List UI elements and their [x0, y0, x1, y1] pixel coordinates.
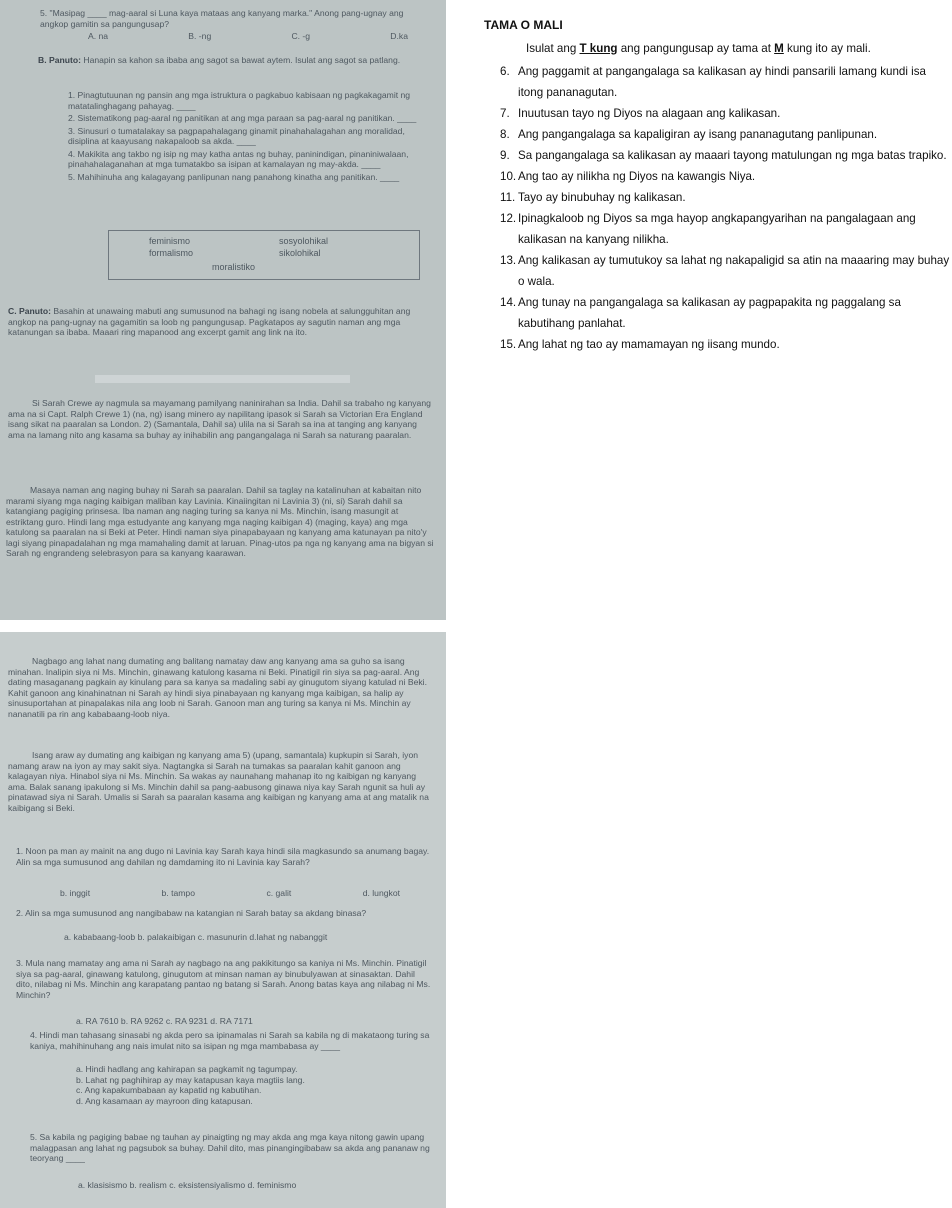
box-word: sosyolohikal	[279, 236, 329, 246]
partB-instruction	[38, 55, 428, 66]
choice: c. Ang kapakumbabaan ay kapatid ng kabutihan.	[76, 1085, 262, 1095]
partB-label: B. Panuto:	[38, 55, 81, 65]
item-text: Ang tunay na pangangalaga sa kalikasan ay pagpapakita ng paggalang sa kabutihang panlahat.	[518, 296, 901, 330]
question-3-choices: a. RA 7610 b. RA 9262 c. RA 9231 d. RA 7171	[76, 1016, 253, 1026]
instr-m	[774, 42, 784, 55]
worksheet-photo-bottom	[0, 632, 446, 1208]
box-word: moralistiko	[212, 262, 256, 272]
instr-t-text: T kung	[579, 42, 618, 55]
statement-item	[476, 208, 952, 250]
item-number: 12.	[500, 212, 517, 225]
question-5: 5. Sa kabila ng pagiging babae ng tauhan ay pinaigting ng may akda ang mga kaya nitong gawin upang malagpasan ang lahat ng pagsubok sa buhay. Dahil dito, mas pinangingibabaw sa akda ang pananaw ng teoryang ____	[30, 1132, 430, 1163]
partC-label: C. Panuto:	[8, 306, 51, 316]
partB-item: 3. Sinusuri o tumatalakay sa pagpapahalagang ginamit pinahahalagahan ang moralidad, disiplina at kaayusang nakapaloob sa akda. ____	[68, 125, 405, 146]
word-box	[108, 230, 420, 280]
choice: b. Lahat ng paghihirap ay may katapusan kaya magtiis lang.	[76, 1074, 305, 1085]
choice: D.ka	[390, 31, 408, 41]
question-4-choices	[76, 1064, 416, 1106]
item-number: 14.	[500, 296, 517, 309]
choice: c. galit	[266, 888, 292, 898]
choice: d. lungkot	[362, 888, 400, 898]
item-text: Tayo ay binubuhay ng kalikasan.	[518, 191, 686, 204]
instr-text: kung ito ay mali.	[783, 42, 871, 55]
item-text: Ang kalikasan ay tumutukoy sa lahat ng nakapaligid sa atin na maaaring may buhay o wala.	[518, 254, 950, 288]
statement-item	[476, 124, 952, 145]
statement-item	[476, 187, 952, 208]
choice: A. na	[88, 31, 109, 41]
question-5-choices: a. klasisismo b. realism c. eksistensiyalismo d. feminismo	[78, 1180, 297, 1190]
item-text: Ipinagkaloob ng Diyos sa mga hayop angkapangyarihan na pangalagaan ang kalikasan na kanyang nilikha.	[518, 212, 916, 246]
statement-item	[476, 250, 952, 292]
partB-text: Hanapin sa kahon sa ibaba ang sagot sa bawat aytem. Isulat ang sagot sa patlang.	[83, 55, 401, 65]
statement-item	[476, 292, 952, 334]
question-1: 1. Noon pa man ay mainit na ang dugo ni Lavinia kay Sarah kaya hindi sila magkasundo sa anumang bagay. Alin sa mga sumusunod ang dahilan ng damdaming ito ni Lavinia kay Sarah?	[16, 846, 430, 867]
box-word: sikolohikal	[279, 248, 321, 258]
question-2-choices: a. kababaang-loob b. palakaibigan c. masunurin d.lahat ng nabanggit	[64, 932, 328, 942]
box-word: feminismo	[149, 236, 191, 246]
statement-item	[476, 103, 952, 124]
item5-choices	[88, 31, 408, 42]
question-3: 3. Mula nang mamatay ang ama ni Sarah ay nagbago na ang pakikitungo sa kaniya ni Ms. Minchin. Pinatigil siya sa pag-aaral, ginawang katulong, ginugutom at minsan naman ay binubulyawan at sinasaktan. Dahil dito, nilabag ni Ms. Minchin ang karapatang pantao ng batang si Sarah. Anong batas kaya ang nilabag ni Ms. Minchin?	[16, 958, 431, 1000]
story-paragraph-3: Nagbago ang lahat nang dumating ang balitang namatay daw ang kanyang ama sa guho sa isang minahan. Inalipin siya ni Ms. Minchin, ginawang katulong kasama ni Beki. Pinatigil rin siya sa pag-aaral. Ang dating masaganang pagkain ay kinulang para sa kanya sa madaling sabi ay ginugutom siyang katulad ni Beki. Kahit ganoon ang kinahinatnan ni Sarah ay hindi siya pinabayaan ng kanyang mga kaibigan, sa halip ay sinusuportahan at pinapalakas nila ang loob ni Sarah. Ganoon man ang turing sa kanya ni Ms. Minchin ay nananatili pa rin ang kababaang-loob niya.	[8, 656, 427, 719]
item-number: 6.	[500, 65, 510, 78]
item-number: 13.	[500, 254, 517, 267]
item-text: Sa pangangalaga sa kalikasan ay maaari tayong matulungan ng mga batas trapiko.	[518, 149, 947, 162]
box-word: formalismo	[149, 248, 194, 258]
faded-link-line	[95, 375, 350, 383]
item-text: Ang pangangalaga sa kapaligiran ay isang pananagutang panlipunan.	[518, 128, 878, 141]
statement-item	[476, 61, 952, 103]
statement-item	[476, 334, 952, 355]
question-2: 2. Alin sa mga sumusunod ang nangibabaw na katangian ni Sarah batay sa akdang binasa?	[16, 908, 367, 918]
statement-list	[476, 61, 952, 355]
instr-m-text: M	[774, 42, 784, 55]
instr-text: ang pangungusap ay tama at	[617, 42, 775, 55]
partB-items	[68, 90, 428, 182]
item-number: 11.	[500, 191, 516, 204]
partB-item: 5. Mahihinuha ang kalagayang panlipunan nang panahong kinatha ang panitikan. ____	[68, 171, 400, 182]
story-paragraph-2: Masaya naman ang naging buhay ni Sarah sa paaralan. Dahil sa taglay na katalinuhan at kabaitan nito marami siyang mga naging kaibigan maliban kay Lavinia. Kinaiingitan ni Lavinia 3) (ni, si) Sarah dahil sa katangiang pagiging prinsesa. Iba naman ang naging turing sa kanya ni Ms. Minchin, isang masungit at estriktang guro. Hindi lang mga estudyante ang kanyang mga naging kaibigan 4) (maging, kaya) ang mga katulong sa paaralan na si Beki at Peter. Hindi naman siya pinapabayaan ng kanyang ama katunayan pa nito'y lagi siyang pinapadalahan ng mga mamahaling damit at laruan. Pinag-utos pa nga ng kanyang ama na bigyan si Sarah ng engrandeng selebrasyon para sa kanyang kaarawan.	[6, 485, 434, 558]
story-paragraph-1: Si Sarah Crewe ay nagmula sa mayamang pamilyang naninirahan sa India. Dahil sa trabaho ng kanyang ama na si Capt. Ralph Crewe 1) (na, ng) isang minero ay napilitang ipasok si Sarah sa Victorian Era England isang sikat na paaralan sa London. 2) (Samantala, Dahil sa) ulila na si Sarah sa ina at tanging ang kanyang ama na lamang nito ang kasama sa buhay ay inihabilin ang pangangalaga ni Sarah sa naturang paaralan.	[8, 398, 431, 440]
section-heading: TAMA O MALI	[484, 18, 563, 32]
choice: C. -g	[291, 31, 311, 41]
partC-text: Basahin at unawaing mabuti ang sumusunod na bahagi ng isang nobela at salungguhitan ang angkop na pang-ugnay na gagamitin sa loob ng pangungusap. Pagkatapos ay sagutin naman ang mga katanungan sa ibaba. Maaari ring mapanood ang excerpt gamit ang link na ito.	[8, 306, 411, 337]
item-text: Inuutusan tayo ng Diyos na alagaan ang kalikasan.	[518, 107, 781, 120]
tama-o-mali-section	[476, 18, 952, 355]
section-instruction	[526, 42, 952, 55]
choice: b. inggit	[60, 888, 91, 898]
worksheet-photo-top	[0, 0, 446, 620]
statement-item	[476, 166, 952, 187]
statement-item	[476, 145, 952, 166]
question-4: 4. Hindi man tahasang sinasabi ng akda pero sa ipinamalas ni Sarah sa kabila ng di makataong turing sa kaniya, mahihinuhang ang nais imulat nito sa isipan ng mga mambabasa ay ____	[30, 1030, 430, 1051]
item-number: 8.	[500, 128, 510, 141]
item-text: Ang lahat ng tao ay mamamayan ng iisang mundo.	[518, 338, 780, 351]
choice: b. tampo	[161, 888, 195, 898]
item-number: 9.	[500, 149, 510, 162]
item-text: Ang paggamit at pangangalaga sa kalikasan ay hindi pansarili lamang kundi isa itong pananagutan.	[518, 65, 926, 99]
choice: a. Hindi hadlang ang kahirapan sa pagkamit ng tagumpay.	[76, 1064, 298, 1074]
item-number: 7.	[500, 107, 510, 120]
item-number: 10.	[500, 170, 517, 183]
instr-t	[580, 42, 618, 55]
item-text: Ang tao ay nilikha ng Diyos na kawangis Niya.	[518, 170, 756, 183]
partC-instruction	[8, 306, 433, 338]
instr-text: Isulat ang	[526, 42, 580, 55]
item5-question: 5. "Masipag ____ mag-aaral si Luna kaya mataas ang kanyang marka." Anong pang-ugnay ang angkop gamitin sa pangungusap?	[40, 8, 404, 29]
choice: B. -ng	[188, 31, 212, 41]
partB-item: 1. Pinagtutuunan ng pansin ang mga istruktura o pagkabuo kabisaan ng pagkakagamit ng matatalinghagang pahayag. ____	[68, 90, 411, 111]
item-number: 15.	[500, 338, 517, 351]
story-paragraph-4: Isang araw ay dumating ang kaibigan ng kanyang ama 5) (upang, samantala) kupkupin si Sarah, iyon namang araw na iyon ay may sakit siya. Nagtangka si Sarah na tumakas sa paaralan kahit ganoon ang kalagayan niya. Hinabol siya ni Ms. Minchin. Sa wakas ay naunahang mahanap ito ng kaibigan ng kanyang ama. Balak sanang ipakulong si Ms. Minchin dahil sa pang-aabusong ginawa niya kay Sarah ngunit sa huli ay pinatawad siya ni Sarah. Umalis si Sarah sa paaralan kasama ang kaibigan ng kanyang ama at ang matalik na kaibigang si Beki.	[8, 750, 429, 813]
choice: d. Ang kasamaan ay mayroon ding katapusan.	[76, 1095, 253, 1106]
partB-item: 4. Makikita ang takbo ng isip ng may katha antas ng buhay, paninindigan, pinaniniwalaan, pinahahalaganahan at mga tumatakbo sa isipan at kamalayan ng may-akda. ____	[68, 148, 409, 169]
question-1-choices	[60, 888, 400, 899]
partB-item: 2. Sistematikong pag-aaral ng panitikan at ang mga paraan sa pag-aaral ng panitikan. ____	[68, 113, 417, 123]
